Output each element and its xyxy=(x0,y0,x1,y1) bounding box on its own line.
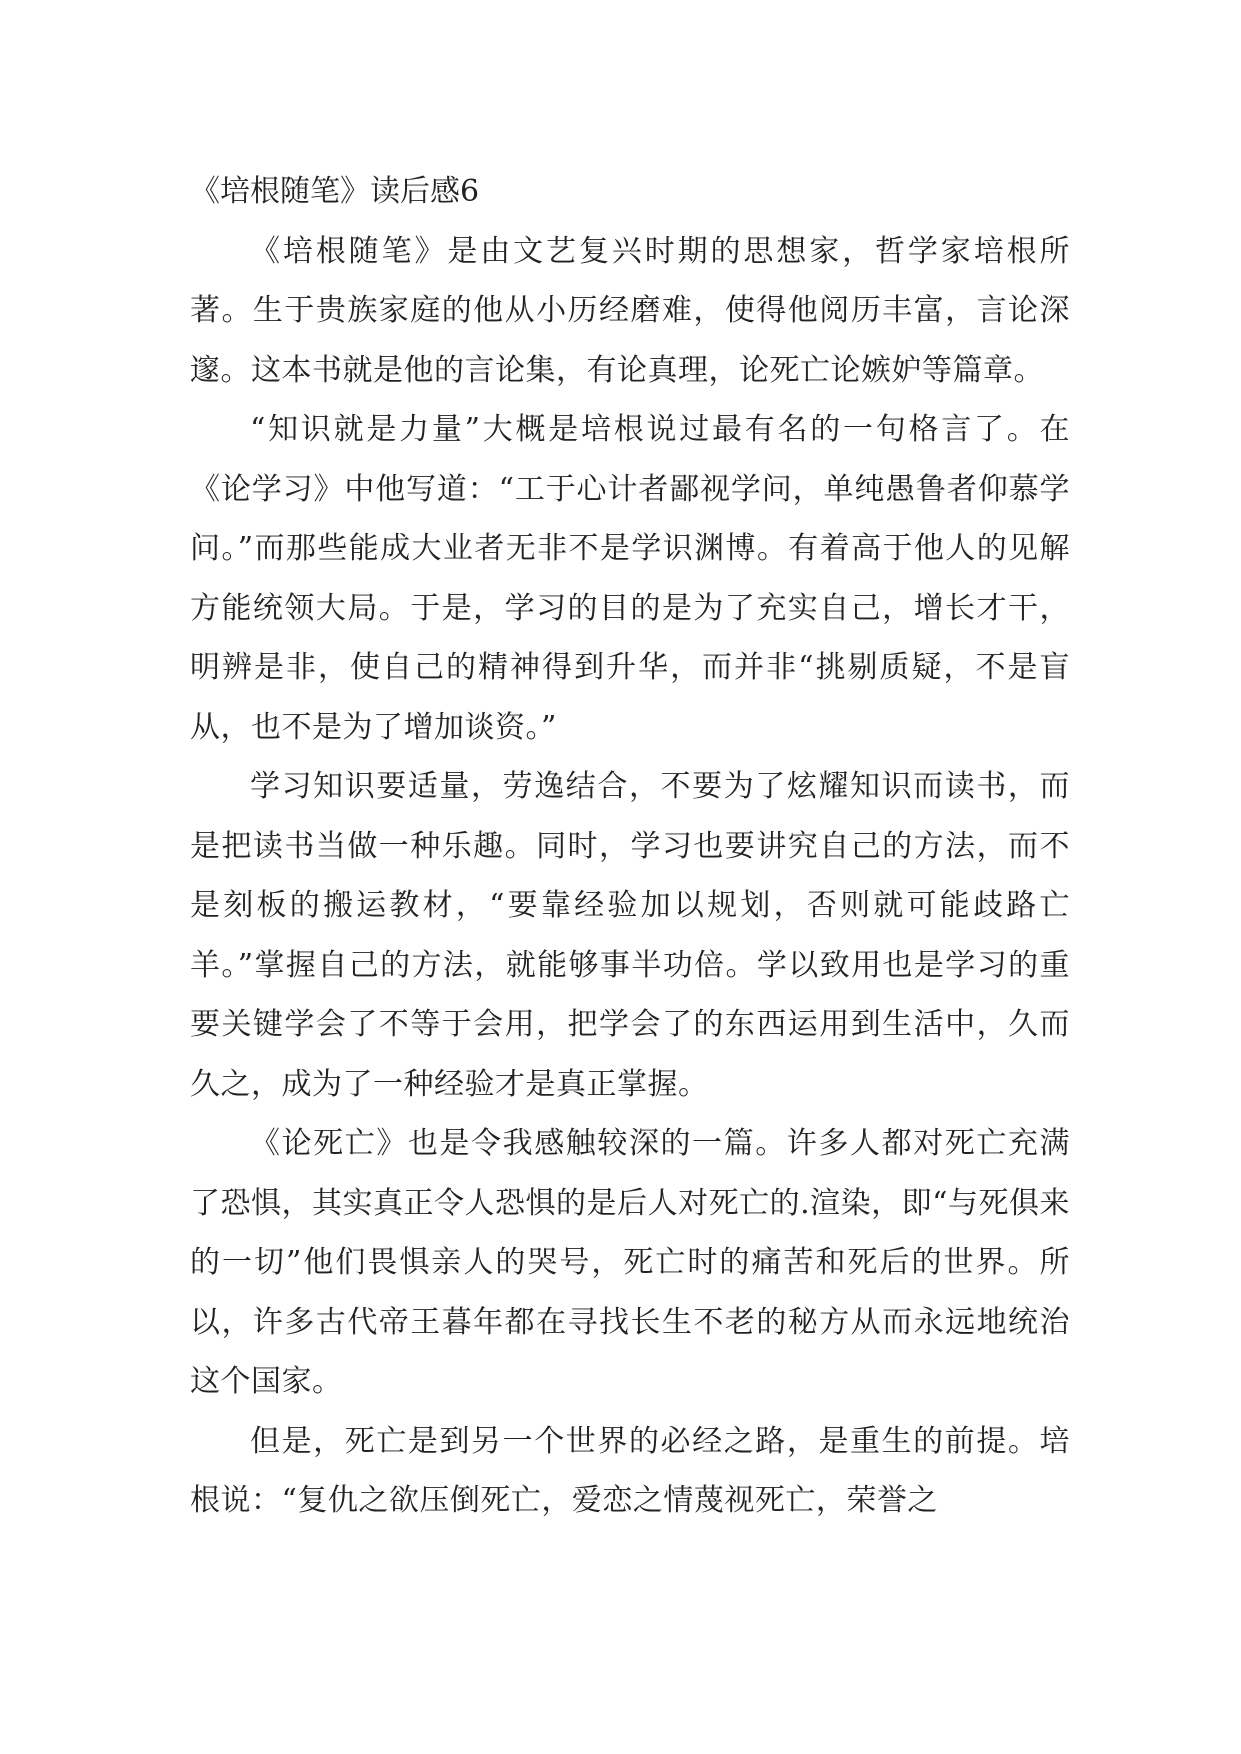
document-title: 《培根随笔》读后感6 xyxy=(190,174,480,209)
paragraph-on-death: 《论死亡》也是令我感触较深的一篇。许多人都对死亡充满了恐惧，其实真正令人恐惧的是后人对死亡的.渲染，即“与死俱来的一切”他们畏惧亲人的哭号，死亡时的痛苦和死后的世界。所以，许多古代帝王暮年都在寻找长生不老的秘方从而永远地统治这个国家。 xyxy=(190,1126,1070,1399)
document-body xyxy=(190,162,1070,1531)
paragraph-death-rebirth: 但是，死亡是到另一个世界的必经之路，是重生的前提。培根说：“复仇之欲压倒死亡，爱恋之情蔑视死亡，荣誉之 xyxy=(190,1423,1070,1518)
paragraph-learning-method: 学习知识要适量，劳逸结合，不要为了炫耀知识而读书，而是把读书当做一种乐趣。同时，学习也要讲究自己的方法，而不是刻板的搬运教材，“要靠经验加以规划，否则就可能歧路亡羊。”掌握自己的方法，就能够事半功倍。学以致用也是学习的重要关键学会了不等于会用，把学会了的东西运用到生活中，久而久之，成为了一种经验才是真正掌握。 xyxy=(190,769,1070,1102)
paragraph-knowledge-is-power: “知识就是力量”大概是培根说过最有名的一句格言了。在《论学习》中他写道：“工于心计者鄙视学问，单纯愚鲁者仰慕学问。”而那些能成大业者无非不是学识渊博。有着高于他人的见解方能统领大局。于是，学习的目的是为了充实自己，增长才干，明辨是非，使自己的精神得到升华，而并非“挑剔质疑，不是盲从，也不是为了增加谈资。” xyxy=(190,412,1070,745)
paragraph-intro: 《培根随笔》是由文艺复兴时期的思想家，哲学家培根所著。生于贵族家庭的他从小历经磨难，使得他阅历丰富，言论深邃。这本书就是他的言论集，有论真理，论死亡论嫉妒等篇章。 xyxy=(190,233,1070,388)
